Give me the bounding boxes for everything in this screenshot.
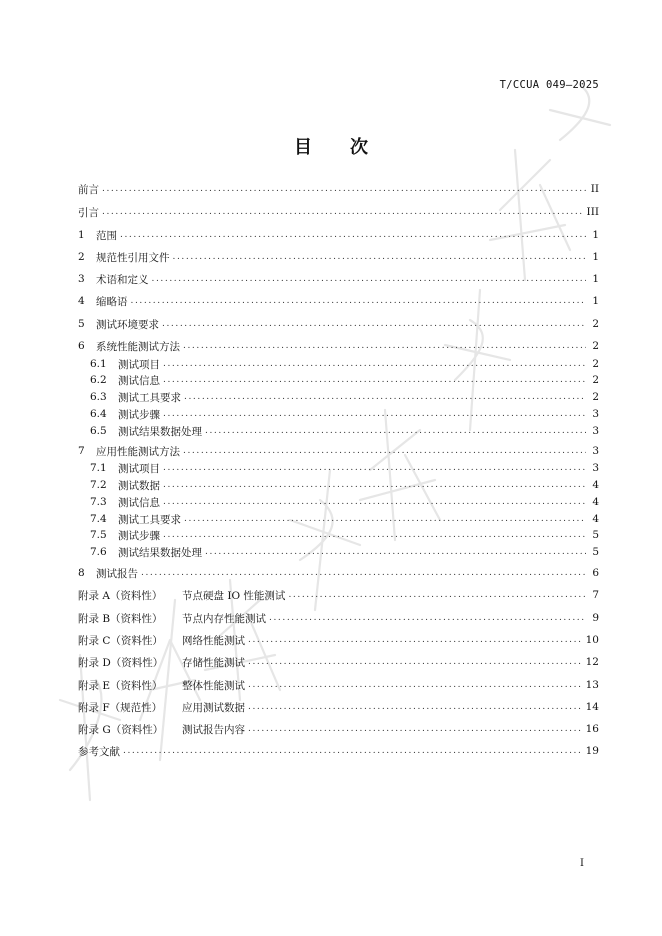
toc-entry-label: 测试项目 (118, 358, 160, 371)
toc-entry-label: 系统性能测试方法 (96, 340, 180, 353)
toc-entry-number: 7.4 (90, 513, 107, 525)
toc-leader (183, 341, 586, 351)
toc-entry-page: 5 (592, 546, 599, 558)
toc-entry-page: 12 (585, 656, 599, 668)
toc-leader (173, 252, 587, 262)
toc-entry-number: 附录 C（资料性） (78, 634, 163, 647)
toc-entry[interactable] (78, 743, 599, 759)
toc-entry-label: 测试报告 (96, 567, 138, 580)
toc-entry-number: 6.2 (90, 374, 107, 386)
toc-entry-number: 7.6 (90, 546, 107, 558)
toc-entry[interactable] (90, 389, 599, 405)
toc-entry-number: 附录 F（规范性） (78, 701, 163, 714)
toc-entry-number: 附录 E（资料性） (78, 679, 163, 692)
page-number: I (580, 858, 584, 869)
toc-entry-page: II (590, 183, 599, 195)
toc-entry-label: 测试数据 (118, 479, 160, 492)
toc-entry-page: 4 (592, 479, 599, 491)
toc-entry-label: 节点硬盘 IO 性能测试 (182, 589, 286, 602)
toc-entry-label: 应用测试数据 (182, 701, 245, 714)
toc-entry-label: 应用性能测试方法 (96, 445, 180, 458)
toc-entry[interactable] (78, 249, 599, 265)
toc-leader (162, 319, 586, 329)
toc-entry-label: 测试信息 (118, 496, 160, 509)
toc-entry-page: 1 (592, 229, 599, 241)
toc-entry[interactable] (78, 443, 599, 459)
toc-leader (248, 657, 583, 667)
toc-entry[interactable] (78, 587, 599, 603)
toc-entry-label: 范围 (96, 229, 117, 242)
toc-leader (163, 359, 586, 369)
toc-entry-label: 引言 (78, 206, 99, 219)
toc-entry-number: 7.1 (90, 462, 107, 474)
toc-entry[interactable] (78, 565, 599, 581)
toc-entry-number: 7.5 (90, 529, 107, 541)
toc-entry-number: 附录 A（资料性） (78, 589, 163, 602)
toc-entry-page: 1 (592, 295, 599, 307)
toc-entry-number: 7.3 (90, 496, 107, 508)
toc-entry-number: 6.1 (90, 358, 107, 370)
toc-entry[interactable] (78, 181, 599, 197)
toc-entry-number: 6.5 (90, 425, 107, 437)
toc-entry-number: 6.3 (90, 391, 107, 403)
toc-entry-page: 1 (592, 273, 599, 285)
toc-entry-page: 14 (585, 701, 599, 713)
toc-entry-page: 16 (585, 723, 599, 735)
toc-entry-number: 6 (78, 340, 85, 352)
toc-entry[interactable] (78, 204, 599, 220)
toc-leader (102, 184, 586, 194)
toc-entry-page: 13 (585, 679, 599, 691)
toc-entry-page: 4 (592, 513, 599, 525)
toc-entry-page: 7 (592, 589, 599, 601)
toc-entry-label: 测试步骤 (118, 529, 160, 542)
toc-entry-label: 前言 (78, 183, 99, 196)
toc-entry-number: 6.4 (90, 408, 107, 420)
toc-entry-page: 4 (592, 496, 599, 508)
toc-entry-label: 测试环境要求 (96, 318, 159, 331)
toc-entry-page: 2 (592, 391, 599, 403)
document-id: T/CCUA 049—2025 (499, 79, 599, 91)
toc-leader (248, 635, 583, 645)
toc-leader (205, 547, 586, 557)
toc-entry-label: 测试工具要求 (118, 513, 181, 526)
toc-entry[interactable] (90, 494, 599, 510)
toc-entry[interactable] (90, 460, 599, 476)
toc-entry-page: 2 (592, 340, 599, 352)
toc-leader (248, 724, 583, 734)
toc-entry-page: 2 (592, 358, 599, 370)
toc-entry[interactable] (90, 544, 599, 560)
toc-entry-label: 测试步骤 (118, 408, 160, 421)
toc-leader (183, 446, 586, 456)
toc-entry-number: 附录 B（资料性） (78, 612, 163, 625)
toc-entry-page: III (586, 206, 599, 218)
toc-entry[interactable] (78, 721, 599, 737)
toc-entry-number: 附录 G（资料性） (78, 723, 164, 736)
toc-entry[interactable] (78, 699, 599, 715)
toc-entry-label: 测试工具要求 (118, 391, 181, 404)
toc-entry-label: 整体性能测试 (182, 679, 245, 692)
toc-entry[interactable] (78, 227, 599, 243)
toc-entry[interactable] (78, 632, 599, 648)
toc-entry[interactable] (90, 423, 599, 439)
toc-entry-label: 测试结果数据处理 (118, 425, 202, 438)
toc-entry-label: 存储性能测试 (182, 656, 245, 669)
toc-leader (205, 426, 586, 436)
toc-entry-page: 5 (592, 529, 599, 541)
toc-title-right: 次 (350, 137, 368, 158)
toc-entry-page: 1 (592, 251, 599, 263)
toc-entry-number: 3 (78, 273, 85, 285)
toc-entry-page: 19 (585, 745, 599, 757)
toc-leader (131, 296, 587, 306)
toc-entry-label: 参考文献 (78, 745, 120, 758)
toc-entry[interactable] (78, 316, 599, 332)
toc-entry-label: 测试信息 (118, 374, 160, 387)
toc-entry-number: 2 (78, 251, 85, 263)
toc-leader (102, 207, 584, 217)
toc-entry[interactable] (90, 406, 599, 422)
toc-entry-label: 测试项目 (118, 462, 160, 475)
toc-leader (141, 568, 586, 578)
toc-entry-number: 7 (78, 445, 85, 457)
toc-leader (248, 680, 583, 690)
toc-title-left: 目 (294, 137, 312, 158)
toc-leader (163, 409, 586, 419)
toc-entry-page: 9 (592, 612, 599, 624)
toc-entry[interactable] (90, 356, 599, 372)
toc-entry-label: 测试报告内容 (182, 723, 245, 736)
toc-entry[interactable] (78, 677, 599, 693)
toc-entry[interactable] (90, 511, 599, 527)
toc-leader (163, 480, 586, 490)
toc-leader (163, 375, 586, 385)
toc-entry-label: 术语和定义 (96, 273, 149, 286)
toc-entry[interactable] (90, 372, 599, 388)
toc-entry-label: 节点内存性能测试 (182, 612, 266, 625)
toc-entry[interactable] (78, 338, 599, 354)
toc-leader (120, 230, 586, 240)
toc-entry-number: 附录 D（资料性） (78, 656, 164, 669)
toc-entry-number: 4 (78, 295, 85, 307)
toc-leader (123, 746, 583, 756)
toc-entry-page: 3 (592, 408, 599, 420)
toc-leader (163, 497, 586, 507)
toc-entry[interactable] (78, 654, 599, 670)
toc-entry-number: 7.2 (90, 479, 107, 491)
toc-leader (163, 463, 586, 473)
toc-leader (184, 514, 586, 524)
toc-entry-page: 3 (592, 445, 599, 457)
toc-entry-number: 8 (78, 567, 85, 579)
toc-entry-number: 5 (78, 318, 85, 330)
toc-entry-label: 网络性能测试 (182, 634, 245, 647)
toc-entry-page: 6 (592, 567, 599, 579)
toc-entry[interactable] (78, 293, 599, 309)
toc-leader (184, 392, 586, 402)
toc-entry[interactable] (78, 610, 599, 626)
toc-leader (152, 274, 587, 284)
toc-entry-label: 测试结果数据处理 (118, 546, 202, 559)
toc-leader (269, 613, 586, 623)
toc-leader (288, 590, 586, 600)
toc-entry-page: 10 (585, 634, 599, 646)
toc-entry-page: 2 (592, 374, 599, 386)
toc-entry[interactable] (90, 527, 599, 543)
toc-entry-label: 缩略语 (96, 295, 128, 308)
toc-entry-page: 3 (592, 462, 599, 474)
toc-leader (248, 702, 583, 712)
toc-entry-label: 规范性引用文件 (96, 251, 170, 264)
toc-leader (163, 530, 586, 540)
toc-entry[interactable] (90, 477, 599, 493)
toc-entry-page: 3 (592, 425, 599, 437)
toc-entry-page: 2 (592, 318, 599, 330)
toc-entry[interactable] (78, 271, 599, 287)
toc-entry-number: 1 (78, 229, 85, 241)
